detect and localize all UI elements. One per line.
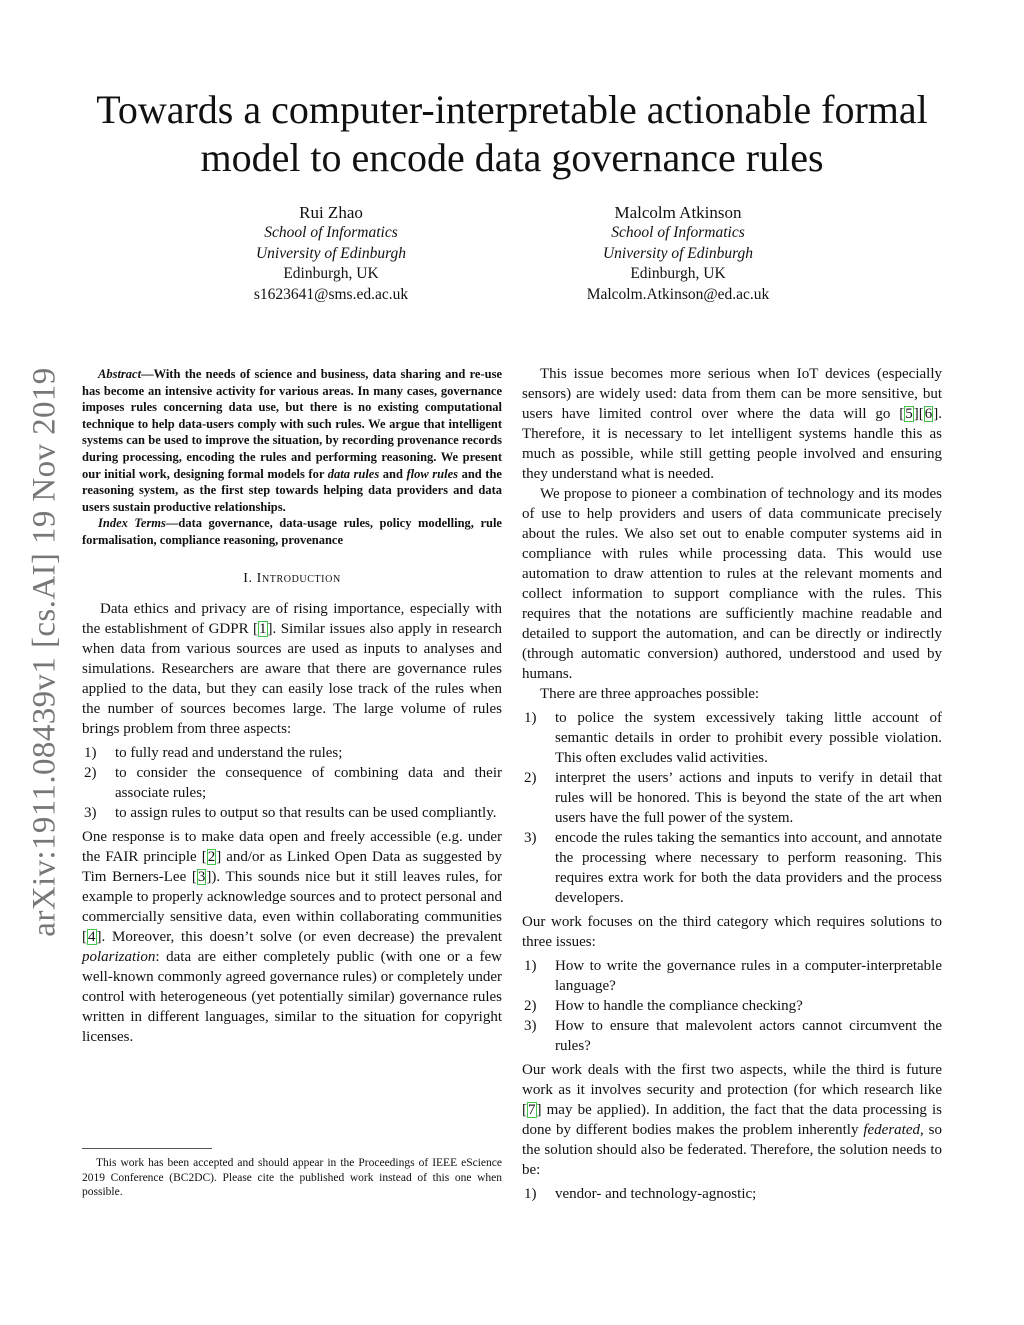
list-text: How to ensure that malevolent actors cannot circumvent the rules?	[555, 1018, 942, 1054]
paragraph-text: . Similar issues also apply in research when data from various sources are used as inputs to analyses and simulations. Researchers are aware that there are governance rules applied to the data, but they can easily lose track of the rules when the number of sources becomes large. The large volume of rules brings problem from three aspects:	[82, 620, 502, 737]
list-item	[522, 996, 942, 1016]
paragraph-iot: This issue becomes more serious when IoT devices (especially sensors) are widely used: data from them can be more sensitive, but users have limited control over where the data will go [5][6]. Therefore, it is necessary to let intelligent systems handle this as much as possible, while still getting people involved and ensuring they understand what is needed.	[522, 366, 942, 482]
list-item	[522, 956, 942, 996]
list-item	[522, 828, 942, 908]
arxiv-sidebar	[22, 352, 68, 952]
paragraph-text: ). This sounds nice but it still leaves rules, for example to properly acknowledge sources and to protect personal and commercially sensitive data, even within collaborating communities	[82, 868, 502, 925]
abstract-label: Abstract	[98, 367, 142, 381]
issues-list	[522, 956, 942, 1056]
paragraph-propose: We propose to pioneer a combination of technology and its modes of use to help providers and users of data communicate precisely about the rules. We also set out to enable computer systems aid in compliance with rules while processing data. This would use automation to draw attention to rules at the relevant moments and collect information to support compliance with the rules. This requires that the notations are sufficiently machine readable and detailed to support the automation, and can be directly or indirectly (through automatic conversion) authored, understood and used by humans.	[522, 486, 942, 682]
paragraph-text: This issue becomes more serious when IoT devices (especially sensors) are widely used: data from them can be more sensitive, but users have limited control over where the data will go	[522, 366, 942, 422]
citation-link-6[interactable]: 6	[924, 406, 933, 422]
intro-paragraph-1: Data ethics and privacy are of rising importance, especially with the establishment of GDPR [1]. Similar issues also apply in research when data from various sources are used as inputs to analyses and simulations. Researchers are aware that there are governance rules applied to the data, but they can easily lose track of the rules when the number of sources becomes large. The large volume of rules brings problem from three aspects:	[82, 600, 502, 737]
title-line-2: model to encode data governance rules	[200, 135, 824, 180]
index-terms-label: Index Terms	[98, 516, 166, 531]
footnote: This work has been accepted and should appear in the Proceedings of IEEE eScience 2019 Conference (BC2DC). Please cite the published work instead of this one when possible.	[82, 1157, 502, 1199]
list-number: 1)	[524, 958, 537, 974]
list-text: to assign rules to output so that results can be used compliantly.	[115, 804, 497, 821]
footnote-divider	[82, 1148, 212, 1149]
section-heading-introduction: I. Introduction	[243, 570, 341, 586]
list-number: 1)	[84, 744, 97, 761]
list-text: to police the system excessively taking little account of semantic details in order to prohibit every possible violation. This often excludes valid activities.	[555, 710, 942, 766]
list-text: How to handle the compliance checking?	[555, 998, 803, 1014]
citation-link-5[interactable]: 5	[905, 406, 913, 422]
arxiv-identifier: arXiv:1911.08439v1 [cs.AI] 19 Nov 2019	[26, 367, 63, 937]
author-name: Malcolm Atkinson	[614, 203, 742, 222]
paragraph-text: and/or as Linked Open Data as suggested by Tim Berners-Lee	[82, 848, 503, 885]
aspects-list	[82, 743, 502, 823]
author-dept: School of Informatics	[611, 224, 745, 241]
list-number: 1)	[524, 1186, 537, 1202]
list-item	[522, 1016, 942, 1056]
author-email: s1623641@sms.ed.ac.uk	[253, 285, 409, 303]
list-text: encode the rules taking the semantics into account, and annotate the processing where necessary to perform reasoning. This requires extra work for both the data providers and the process developers.	[555, 830, 942, 906]
author-univ: University of Edinburgh	[602, 244, 754, 262]
paragraph-text: . Therefore, it is necessary to let intelligent systems handle this as much as possible, while still getting people involved and ensuring they understand what is needed.	[522, 406, 942, 482]
author-univ: University of Edinburgh	[255, 244, 407, 262]
list-number: 2)	[84, 764, 97, 781]
list-text: to consider the consequence of combining data and their associate rules;	[115, 764, 502, 801]
list-number: 3)	[524, 1018, 537, 1034]
title-line-1: Towards a computer-interpretable actionable formal	[96, 87, 928, 132]
list-item	[522, 768, 942, 828]
citation-link-4[interactable]: 4	[88, 928, 96, 945]
author-dept: School of Informatics	[264, 224, 398, 241]
abstract-text: —With the needs of science and business, data sharing and re-use has become an intensive activity for various areas. In many cases, governance imposes rules concerning data use, but there is no existing computational technique to help data-users comply with such rules. We argue that intelligent systems can be used to improve the situation, by recording provenance records during processing, encoding the rules and performing reasoning. We present our initial work, designing formal models for	[82, 367, 502, 481]
list-item	[522, 708, 942, 768]
abstract-text: and	[379, 466, 407, 481]
author-email: Malcolm.Atkinson@ed.ac.uk	[586, 285, 770, 303]
paragraph-text: . Moreover, this doesn’t solve (or even decrease) the prevalent	[101, 928, 502, 945]
paragraph-approaches: There are three approaches possible:	[540, 686, 760, 702]
abstract-text: and the reasoning system, as the first step towards helping data providers and data users sustain productive relationships.	[82, 466, 502, 514]
list-number: 1)	[524, 710, 537, 726]
paragraph-federated: Our work deals with the first two aspects, while the third is future work as it involves security and protection (for which research like [7] may be applied). In addition, the fact that the data processing is done by different bodies makes the problem inherently federated, so the solution should also be federated. Therefore, the solution needs to be:	[522, 1062, 942, 1178]
emphasis-polarization: polarization	[82, 948, 156, 965]
emphasis-federated: federated	[863, 1122, 920, 1138]
requirements-list	[522, 1184, 942, 1204]
paragraph-text: One response is to make data open and freely accessible (e.g. under the FAIR principle	[82, 828, 502, 865]
abstract-em-flow-rules: flow rules	[406, 466, 459, 481]
list-number: 2)	[524, 998, 537, 1014]
list-text: interpret the users’ actions and inputs to verify in detail that rules will be honored. This is beyond the state of the art when users have the full power of the system.	[555, 770, 942, 826]
author-block-1	[181, 202, 481, 305]
abstract-paragraph	[82, 366, 502, 515]
paragraph-text: Data ethics and privacy are of rising importance, especially with the establishment of GDPR	[82, 600, 502, 637]
paragraph-text: Our work deals with the first two aspects, while the third is future work as it involves security and protection (for which research like	[522, 1062, 942, 1098]
list-item	[82, 743, 502, 763]
list-text: vendor- and technology-agnostic;	[555, 1186, 757, 1202]
author-block-2	[528, 202, 828, 305]
list-number: 3)	[524, 830, 537, 846]
citation-link-3[interactable]: 3	[197, 868, 206, 885]
author-name: Rui Zhao	[299, 203, 363, 222]
list-text: to fully read and understand the rules;	[115, 744, 343, 761]
citation-link-1[interactable]: 1	[259, 620, 267, 637]
list-item	[522, 1184, 942, 1204]
left-column	[82, 366, 502, 1047]
list-number: 3)	[84, 804, 97, 821]
paragraph-text: , so the solution should also be federated. Therefore, the solution needs to be:	[522, 1122, 942, 1178]
paragraph-text: : data are either completely public (with one or a few well-known commonly agreed governance rules) or completely under control with heterogeneous (yet potentially similar) governance rules written in different languages, similar to the situation for copyright licenses.	[82, 948, 502, 1045]
approaches-list	[522, 708, 942, 908]
intro-paragraph-2: One response is to make data open and freely accessible (e.g. under the FAIR principle [2] and/or as Linked Open Data as suggested by Tim Berners-Lee [3]). This sounds nice but it still leaves rules, for example to properly acknowledge sources and to protect personal and commercially sensitive data, even within collaborating communities [4]. Moreover, this doesn’t solve (or even decrease) the prevalent polarization: data are either completely public (with one or a few well-known commonly agreed governance rules) or completely under control with heterogeneous (yet potentially similar) governance rules written in different languages, similar to the situation for copyright licenses.	[82, 828, 503, 1045]
citation-link-7[interactable]: 7	[528, 1102, 536, 1118]
abstract-em-data-rules: data rules	[327, 466, 380, 481]
abstract	[82, 366, 502, 549]
list-text: How to write the governance rules in a computer-interpretable language?	[555, 958, 942, 994]
list-number: 2)	[524, 770, 537, 786]
paper-title	[40, 86, 984, 182]
author-location: Edinburgh, UK	[630, 265, 726, 283]
list-item	[82, 803, 502, 823]
author-location: Edinburgh, UK	[283, 265, 379, 283]
index-terms-text: —data governance, data-usage rules, policy modelling, rule formalisation, compliance reasoning, provenance	[82, 516, 502, 547]
list-item	[82, 763, 502, 803]
citation-link-2[interactable]: 2	[207, 848, 216, 865]
right-column	[522, 364, 942, 1208]
paragraph-text: may be applied). In addition, the fact that the data processing is done by different bodies makes the problem inherently	[522, 1102, 942, 1138]
paragraph-focus: Our work focuses on the third category which requires solutions to three issues:	[522, 914, 942, 950]
index-terms	[82, 515, 502, 548]
